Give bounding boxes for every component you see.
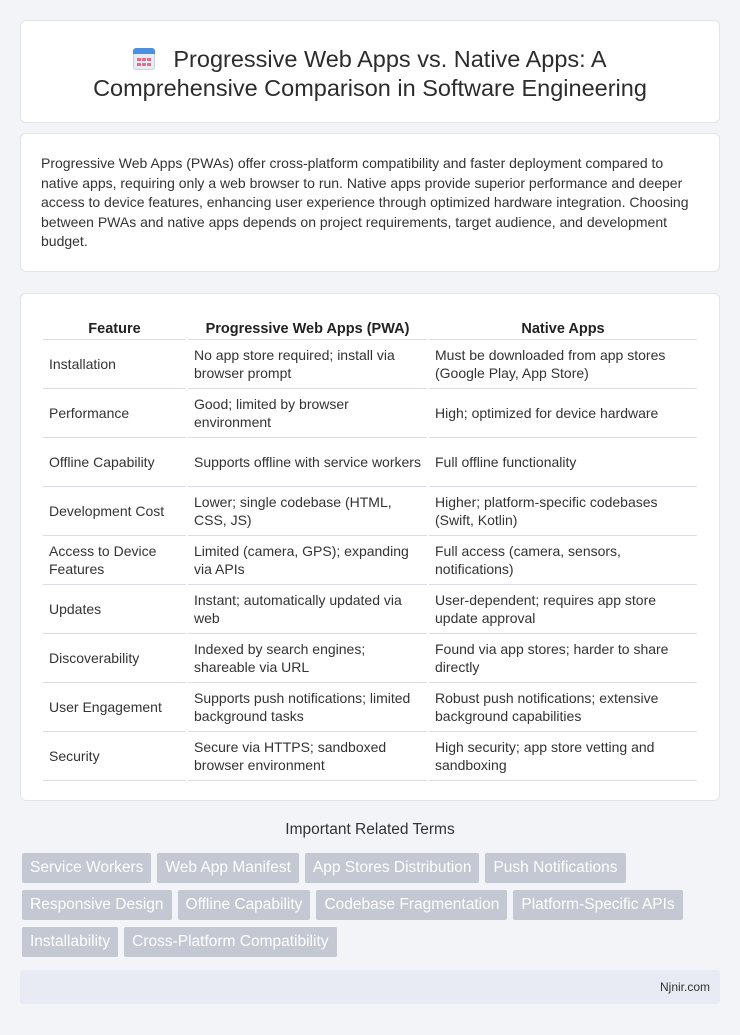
footer-site[interactable]: Njnir.com (659, 980, 710, 994)
native-cell: User-dependent; requires app store update approval (429, 585, 697, 634)
term-tag[interactable]: App Stores Distribution (305, 853, 480, 883)
term-tag[interactable]: Web App Manifest (157, 853, 299, 883)
header-native: Native Apps (429, 314, 697, 340)
feature-cell: User Engagement (43, 683, 186, 732)
header-feature: Feature (43, 314, 186, 340)
feature-cell: Development Cost (43, 487, 186, 536)
title-line-2: Comprehensive Comparison in Software Engineering (93, 75, 647, 101)
calendar-icon (133, 48, 155, 70)
term-tag[interactable]: Service Workers (22, 853, 151, 883)
term-tag[interactable]: Installability (22, 927, 118, 957)
native-cell: High security; app store vetting and sandboxing (429, 732, 697, 781)
table-row (43, 438, 697, 487)
table-row (43, 536, 697, 585)
native-cell: Full offline functionality (429, 438, 697, 487)
summary-text: Progressive Web Apps (PWAs) offer cross-platform compatibility and faster deployment compared to native apps, requiring only a web browser to run. Native apps provide superior performance and deeper access to device features, enhancing user experience through optimized hardware integration. Choosing between PWAs and native apps depends on project requirements, target audience, and development budget. (41, 155, 689, 249)
pwa-cell: Lower; single codebase (HTML, CSS, JS) (188, 487, 427, 536)
term-tag[interactable]: Cross-Platform Compatibility (124, 927, 336, 957)
page-title (21, 21, 719, 103)
pwa-cell: Supports offline with service workers (188, 438, 427, 487)
pwa-cell: Secure via HTTPS; sandboxed browser environment (188, 732, 427, 781)
feature-cell: Discoverability (43, 634, 186, 683)
related-terms-heading: Important Related Terms (285, 821, 455, 838)
native-cell: Higher; platform-specific codebases (Swift, Kotlin) (429, 487, 697, 536)
native-cell: Full access (camera, sensors, notifications) (429, 536, 697, 585)
pwa-cell: Indexed by search engines; shareable via URL (188, 634, 427, 683)
feature-cell: Performance (43, 389, 186, 438)
term-tag[interactable]: Platform-Specific APIs (513, 890, 682, 920)
title-card (20, 20, 720, 123)
header-pwa: Progressive Web Apps (PWA) (188, 314, 427, 340)
native-cell: Must be downloaded from app stores (Google Play, App Store) (429, 340, 697, 389)
comparison-table (41, 314, 699, 781)
pwa-cell: Supports push notifications; limited background tasks (188, 683, 427, 732)
table-header-row (43, 314, 697, 340)
term-tag[interactable]: Push Notifications (485, 853, 625, 883)
pwa-cell: Good; limited by browser environment (188, 389, 427, 438)
title-line-1: Progressive Web Apps vs. Native Apps: A (173, 46, 607, 72)
feature-cell: Updates (43, 585, 186, 634)
term-tag[interactable]: Offline Capability (178, 890, 311, 920)
pwa-cell: Limited (camera, GPS); expanding via APIs (188, 536, 427, 585)
term-tag[interactable]: Responsive Design (22, 890, 172, 920)
native-cell: Found via app stores; harder to share directly (429, 634, 697, 683)
summary-card (20, 133, 720, 272)
table-row (43, 340, 697, 389)
table-row (43, 487, 697, 536)
native-cell: High; optimized for device hardware (429, 389, 697, 438)
table-row (43, 634, 697, 683)
related-terms-list (22, 853, 722, 964)
term-tag[interactable]: Codebase Fragmentation (316, 890, 507, 920)
feature-cell: Offline Capability (43, 438, 186, 487)
comparison-table-card (20, 293, 720, 801)
table-row (43, 389, 697, 438)
table-row (43, 732, 697, 781)
native-cell: Robust push notifications; extensive background capabilities (429, 683, 697, 732)
pwa-cell: No app store required; install via browser prompt (188, 340, 427, 389)
feature-cell: Installation (43, 340, 186, 389)
footer (20, 970, 720, 1004)
feature-cell: Access to Device Features (43, 536, 186, 585)
table-row (43, 585, 697, 634)
pwa-cell: Instant; automatically updated via web (188, 585, 427, 634)
table-row (43, 683, 697, 732)
feature-cell: Security (43, 732, 186, 781)
